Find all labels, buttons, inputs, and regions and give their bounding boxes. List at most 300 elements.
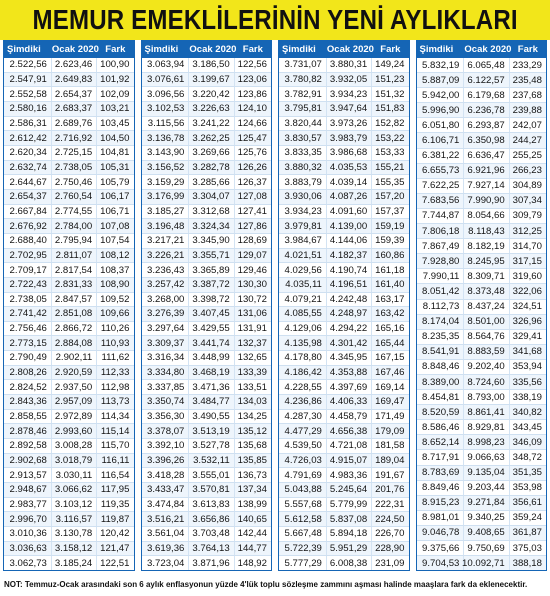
jan-2020-amount-cell: 2.623,46	[52, 58, 97, 72]
difference-cell: 361,87	[512, 527, 542, 539]
difference-cell: 151,23	[375, 73, 405, 85]
header-jan-2020: Ocak 2020	[464, 44, 512, 55]
jan-2020-amount-cell: 2.795,94	[52, 234, 97, 248]
jan-2020-amount-cell: 3.934,23	[327, 87, 372, 101]
current-amount-cell: 8.541,91	[417, 345, 465, 359]
difference-cell: 127,41	[237, 205, 267, 217]
current-amount-cell: 3.316,34	[142, 351, 190, 365]
difference-cell: 121,47	[100, 542, 130, 554]
table-row	[4, 498, 134, 513]
table-header	[417, 41, 547, 58]
jan-2020-amount-cell: 4.242,48	[327, 293, 372, 307]
table-row	[142, 146, 272, 161]
table-row	[142, 219, 272, 234]
current-amount-cell: 3.350,74	[142, 395, 190, 409]
jan-2020-amount-cell: 4.139,00	[327, 219, 372, 233]
table-row	[417, 420, 547, 435]
difference-cell: 148,92	[237, 557, 267, 569]
table-row	[142, 58, 272, 73]
table-row	[4, 234, 134, 249]
pension-tables	[3, 40, 547, 571]
current-amount-cell: 9.704,53	[417, 556, 465, 570]
table-row	[279, 512, 409, 527]
difference-cell: 126,37	[237, 176, 267, 188]
table-row	[279, 410, 409, 425]
current-amount-cell: 4.021,51	[279, 249, 327, 263]
jan-2020-amount-cell: 4.035,53	[327, 161, 372, 175]
table-row	[142, 175, 272, 190]
difference-cell: 326,96	[512, 316, 542, 328]
current-amount-cell: 2.738,05	[4, 293, 52, 307]
difference-cell: 239,88	[512, 104, 542, 116]
jan-2020-amount-cell: 4.039,14	[327, 175, 372, 189]
header-difference: Fark	[242, 44, 263, 55]
jan-2020-amount-cell: 3.269,66	[189, 146, 234, 160]
table-row	[4, 102, 134, 117]
difference-cell: 105,31	[100, 161, 130, 173]
table-row	[417, 481, 547, 496]
difference-cell: 125,47	[237, 132, 267, 144]
jan-2020-amount-cell: 3.656,86	[189, 512, 234, 526]
difference-cell: 101,92	[100, 73, 130, 85]
header-difference: Fark	[105, 44, 126, 55]
difference-cell: 130,30	[237, 279, 267, 291]
difference-cell: 307,34	[512, 195, 542, 207]
jan-2020-amount-cell: 2.750,46	[52, 175, 97, 189]
difference-cell: 319,60	[512, 270, 542, 282]
jan-2020-amount-cell: 2.716,92	[52, 131, 97, 145]
jan-2020-amount-cell: 2.649,83	[52, 73, 97, 87]
difference-cell: 103,45	[100, 117, 130, 129]
difference-cell: 107,54	[100, 235, 130, 247]
table-row	[279, 366, 409, 381]
current-amount-cell: 4.287,30	[279, 410, 327, 424]
difference-cell: 343,45	[512, 421, 542, 433]
current-amount-cell: 3.984,67	[279, 234, 327, 248]
jan-2020-amount-cell: 6.008,38	[327, 556, 372, 570]
page-title: MEMUR EMEKLİLERİNİN YENİ AYLIKLARI	[32, 4, 518, 35]
table-row	[279, 322, 409, 337]
difference-cell: 142,44	[237, 528, 267, 540]
difference-cell: 123,06	[237, 73, 267, 85]
current-amount-cell: 5.722,39	[279, 542, 327, 556]
table-row	[4, 190, 134, 205]
difference-cell: 244,27	[512, 135, 542, 147]
difference-cell: 126,26	[237, 161, 267, 173]
jan-2020-amount-cell: 3.324,34	[189, 219, 234, 233]
difference-cell: 165,44	[375, 337, 405, 349]
table-row	[142, 161, 272, 176]
difference-cell: 161,40	[375, 279, 405, 291]
current-amount-cell: 3.418,28	[142, 468, 190, 482]
jan-2020-amount-cell: 2.817,54	[52, 263, 97, 277]
table-row	[279, 498, 409, 513]
jan-2020-amount-cell: 4.406,33	[327, 395, 372, 409]
difference-cell: 171,49	[375, 411, 405, 423]
difference-cell: 132,65	[237, 352, 267, 364]
difference-cell: 329,41	[512, 331, 542, 343]
current-amount-cell: 3.378,07	[142, 424, 190, 438]
header-current: Şimdiki	[7, 44, 41, 55]
jan-2020-amount-cell: 3.355,71	[189, 249, 234, 263]
current-amount-cell: 2.688,40	[4, 234, 52, 248]
table-row	[417, 164, 547, 179]
table-header	[279, 41, 409, 58]
table-row	[279, 278, 409, 293]
current-amount-cell: 8.586,46	[417, 420, 465, 434]
current-amount-cell: 5.777,29	[279, 556, 327, 570]
current-amount-cell: 3.820,44	[279, 117, 327, 131]
jan-2020-amount-cell: 3.185,24	[52, 556, 97, 570]
jan-2020-amount-cell: 2.831,33	[52, 278, 97, 292]
jan-2020-amount-cell: 4.656,38	[327, 424, 372, 438]
table-row	[4, 454, 134, 469]
jan-2020-amount-cell: 9.066,63	[464, 450, 509, 464]
difference-cell: 167,46	[375, 367, 405, 379]
jan-2020-amount-cell: 3.880,31	[327, 58, 372, 72]
difference-cell: 152,82	[375, 117, 405, 129]
footnote: NOT: Temmuz-Ocak arasındaki son 6 aylık enflasyonun yüzde 4'lük toplu sözleşme zammını aşması halinde maaşlara fark da eklenecektir.	[4, 579, 528, 589]
table-row	[279, 249, 409, 264]
difference-cell: 140,65	[237, 513, 267, 525]
current-amount-cell: 4.129,06	[279, 322, 327, 336]
current-amount-cell: 2.612,42	[4, 131, 52, 145]
current-amount-cell: 4.085,55	[279, 307, 327, 321]
jan-2020-amount-cell: 6.065,48	[464, 58, 509, 72]
table-row	[279, 542, 409, 557]
current-amount-cell: 5.832,19	[417, 58, 465, 72]
current-amount-cell: 4.477,29	[279, 424, 327, 438]
difference-cell: 136,73	[237, 469, 267, 481]
current-amount-cell: 3.619,36	[142, 542, 190, 556]
jan-2020-amount-cell: 4.196,51	[327, 278, 372, 292]
table-body	[417, 58, 547, 570]
table-row	[417, 224, 547, 239]
current-amount-cell: 3.268,00	[142, 293, 190, 307]
current-amount-cell: 2.620,34	[4, 146, 52, 160]
table-row	[417, 390, 547, 405]
difference-cell: 167,15	[375, 352, 405, 364]
table-row	[4, 322, 134, 337]
difference-cell: 191,67	[375, 469, 405, 481]
current-amount-cell: 5.612,58	[279, 512, 327, 526]
jan-2020-amount-cell: 3.008,28	[52, 439, 97, 453]
table-row	[4, 556, 134, 570]
current-amount-cell: 4.791,69	[279, 468, 327, 482]
difference-cell: 341,68	[512, 346, 542, 358]
table-row	[4, 351, 134, 366]
jan-2020-amount-cell: 3.986,68	[327, 146, 372, 160]
table-row	[417, 73, 547, 88]
jan-2020-amount-cell: 9.340,25	[464, 511, 509, 525]
current-amount-cell: 3.102,53	[142, 102, 190, 116]
table-row	[4, 483, 134, 498]
difference-cell: 224,50	[375, 513, 405, 525]
current-amount-cell: 3.833,35	[279, 146, 327, 160]
jan-2020-amount-cell: 7.990,90	[464, 194, 509, 208]
current-amount-cell: 5.887,09	[417, 73, 465, 87]
current-amount-cell: 4.236,86	[279, 395, 327, 409]
current-amount-cell: 3.830,57	[279, 131, 327, 145]
table-row	[142, 278, 272, 293]
table-row	[4, 307, 134, 322]
table-row	[417, 556, 547, 570]
jan-2020-amount-cell: 4.144,06	[327, 234, 372, 248]
difference-cell: 169,47	[375, 396, 405, 408]
current-amount-cell: 5.557,68	[279, 498, 327, 512]
difference-cell: 322,06	[512, 285, 542, 297]
difference-cell: 160,86	[375, 249, 405, 261]
jan-2020-amount-cell: 2.937,50	[52, 380, 97, 394]
jan-2020-amount-cell: 2.725,15	[52, 146, 97, 160]
difference-cell: 304,89	[512, 180, 542, 192]
salary-table-2	[141, 40, 273, 571]
jan-2020-amount-cell: 8.501,00	[464, 315, 509, 329]
table-row	[142, 483, 272, 498]
difference-cell: 110,93	[100, 337, 130, 349]
table-row	[279, 483, 409, 498]
table-row	[4, 278, 134, 293]
current-amount-cell: 2.892,58	[4, 439, 52, 453]
current-amount-cell: 2.741,42	[4, 307, 52, 321]
jan-2020-amount-cell: 4.294,22	[327, 322, 372, 336]
difference-cell: 356,61	[512, 497, 542, 509]
difference-cell: 109,66	[100, 308, 130, 320]
jan-2020-amount-cell: 6.236,78	[464, 103, 509, 117]
difference-cell: 128,69	[237, 235, 267, 247]
current-amount-cell: 2.580,16	[4, 102, 52, 116]
jan-2020-amount-cell: 3.103,12	[52, 498, 97, 512]
difference-cell: 127,86	[237, 220, 267, 232]
difference-cell: 163,17	[375, 293, 405, 305]
table-header	[4, 41, 134, 58]
current-amount-cell: 2.773,15	[4, 336, 52, 350]
difference-cell: 105,79	[100, 176, 130, 188]
current-amount-cell: 8.849,46	[417, 481, 465, 495]
jan-2020-amount-cell: 4.345,95	[327, 351, 372, 365]
current-amount-cell: 3.780,82	[279, 73, 327, 87]
jan-2020-amount-cell: 2.760,54	[52, 190, 97, 204]
difference-cell: 231,09	[375, 557, 405, 569]
difference-cell: 359,24	[512, 512, 542, 524]
jan-2020-amount-cell: 8.182,19	[464, 239, 509, 253]
table-row	[4, 205, 134, 220]
table-row	[417, 375, 547, 390]
current-amount-cell: 7.744,87	[417, 209, 465, 223]
difference-cell: 104,81	[100, 147, 130, 159]
current-amount-cell: 3.930,06	[279, 190, 327, 204]
jan-2020-amount-cell: 3.345,90	[189, 234, 234, 248]
jan-2020-amount-cell: 9.750,69	[464, 541, 509, 555]
jan-2020-amount-cell: 3.441,74	[189, 336, 234, 350]
table-row	[279, 351, 409, 366]
difference-cell: 124,10	[237, 103, 267, 115]
difference-cell: 153,22	[375, 132, 405, 144]
table-row	[142, 249, 272, 264]
jan-2020-amount-cell: 2.993,60	[52, 424, 97, 438]
current-amount-cell: 2.586,31	[4, 117, 52, 131]
table-row	[417, 330, 547, 345]
table-row	[417, 194, 547, 209]
jan-2020-amount-cell: 5.779,99	[327, 498, 372, 512]
table-row	[417, 88, 547, 103]
jan-2020-amount-cell: 3.527,78	[189, 439, 234, 453]
table-row	[142, 542, 272, 557]
difference-cell: 312,25	[512, 225, 542, 237]
current-amount-cell: 4.726,03	[279, 454, 327, 468]
jan-2020-amount-cell: 2.784,00	[52, 219, 97, 233]
jan-2020-amount-cell: 8.883,59	[464, 345, 509, 359]
difference-cell: 134,03	[237, 396, 267, 408]
table-row	[142, 117, 272, 132]
current-amount-cell: 2.644,67	[4, 175, 52, 189]
current-amount-cell: 8.389,00	[417, 375, 465, 389]
difference-cell: 181,58	[375, 440, 405, 452]
table-row	[142, 234, 272, 249]
jan-2020-amount-cell: 9.408,65	[464, 526, 509, 540]
jan-2020-amount-cell: 2.972,89	[52, 410, 97, 424]
current-amount-cell: 2.824,52	[4, 380, 52, 394]
table-row	[4, 512, 134, 527]
jan-2020-amount-cell: 4.091,60	[327, 205, 372, 219]
current-amount-cell: 2.676,92	[4, 219, 52, 233]
current-amount-cell: 3.115,56	[142, 117, 190, 131]
current-amount-cell: 3.062,73	[4, 556, 52, 570]
table-row	[417, 269, 547, 284]
current-amount-cell: 4.186,42	[279, 366, 327, 380]
difference-cell: 115,14	[100, 425, 130, 437]
current-amount-cell: 3.396,26	[142, 454, 190, 468]
table-row	[142, 395, 272, 410]
current-amount-cell: 9.046,78	[417, 526, 465, 540]
header-current: Şimdiki	[419, 44, 454, 55]
current-amount-cell: 4.135,98	[279, 336, 327, 350]
table-row	[279, 190, 409, 205]
table-row	[279, 131, 409, 146]
difference-cell: 353,98	[512, 482, 542, 494]
table-row	[142, 322, 272, 337]
current-amount-cell: 7.622,25	[417, 179, 465, 193]
table-body	[279, 58, 409, 570]
difference-cell: 107,08	[100, 220, 130, 232]
table-row	[279, 102, 409, 117]
current-amount-cell: 2.722,43	[4, 278, 52, 292]
table-row	[279, 468, 409, 483]
current-amount-cell: 4.178,80	[279, 351, 327, 365]
current-amount-cell: 3.934,23	[279, 205, 327, 219]
current-amount-cell: 2.808,26	[4, 366, 52, 380]
jan-2020-amount-cell: 6.350,98	[464, 133, 509, 147]
current-amount-cell: 6.381,22	[417, 149, 465, 163]
current-amount-cell: 2.902,68	[4, 454, 52, 468]
jan-2020-amount-cell: 8.309,71	[464, 269, 509, 283]
table-row	[142, 527, 272, 542]
table-row	[279, 293, 409, 308]
table-row	[4, 73, 134, 88]
jan-2020-amount-cell: 6.921,96	[464, 164, 509, 178]
difference-cell: 117,95	[100, 484, 130, 496]
difference-cell: 116,11	[101, 455, 130, 467]
jan-2020-amount-cell: 8.118,43	[464, 224, 509, 238]
table-row	[417, 526, 547, 541]
difference-cell: 179,09	[375, 425, 405, 437]
jan-2020-amount-cell: 8.793,00	[464, 390, 509, 404]
difference-cell: 375,03	[512, 542, 542, 554]
difference-cell: 132,37	[237, 337, 267, 349]
current-amount-cell: 3.356,30	[142, 410, 190, 424]
table-row	[4, 161, 134, 176]
table-row	[279, 58, 409, 73]
difference-cell: 317,15	[512, 255, 542, 267]
difference-cell: 228,90	[375, 542, 405, 554]
table-row	[4, 117, 134, 132]
difference-cell: 133,39	[237, 367, 267, 379]
difference-cell: 108,90	[100, 279, 130, 291]
jan-2020-amount-cell: 3.871,96	[189, 556, 234, 570]
current-amount-cell: 3.309,37	[142, 336, 190, 350]
jan-2020-amount-cell: 2.851,08	[52, 307, 97, 321]
difference-cell: 226,70	[375, 528, 405, 540]
jan-2020-amount-cell: 5.245,64	[327, 483, 372, 497]
difference-cell: 110,26	[100, 323, 130, 335]
table-row	[279, 234, 409, 249]
current-amount-cell: 4.228,55	[279, 380, 327, 394]
difference-cell: 125,76	[237, 147, 267, 159]
difference-cell: 119,87	[100, 513, 130, 525]
jan-2020-amount-cell: 5.894,18	[327, 527, 372, 541]
current-amount-cell: 2.878,46	[4, 424, 52, 438]
table-row	[417, 254, 547, 269]
table-row	[4, 439, 134, 454]
difference-cell: 335,56	[512, 376, 542, 388]
table-row	[417, 405, 547, 420]
title-banner	[0, 0, 550, 40]
jan-2020-amount-cell: 3.398,72	[189, 293, 234, 307]
table-row	[142, 556, 272, 570]
difference-cell: 255,25	[512, 150, 542, 162]
difference-cell: 340,82	[512, 406, 542, 418]
current-amount-cell: 8.454,81	[417, 390, 465, 404]
difference-cell: 131,91	[237, 323, 267, 335]
current-amount-cell: 2.632,74	[4, 161, 52, 175]
difference-cell: 157,37	[375, 205, 405, 217]
table-row	[417, 209, 547, 224]
table-body	[142, 58, 272, 570]
jan-2020-amount-cell: 3.241,22	[189, 117, 234, 131]
table-row	[4, 263, 134, 278]
current-amount-cell: 7.867,49	[417, 239, 465, 253]
current-amount-cell: 3.561,04	[142, 527, 190, 541]
jan-2020-amount-cell: 6.636,47	[464, 149, 509, 163]
jan-2020-amount-cell: 3.282,78	[189, 161, 234, 175]
current-amount-cell: 3.979,81	[279, 219, 327, 233]
jan-2020-amount-cell: 3.764,13	[189, 542, 234, 556]
jan-2020-amount-cell: 3.199,67	[189, 73, 234, 87]
current-amount-cell: 3.196,48	[142, 219, 190, 233]
table-row	[4, 468, 134, 483]
jan-2020-amount-cell: 3.226,63	[189, 102, 234, 116]
table-row	[4, 410, 134, 425]
jan-2020-amount-cell: 2.866,72	[52, 322, 97, 336]
difference-cell: 129,07	[237, 249, 267, 261]
jan-2020-amount-cell: 4.182,37	[327, 249, 372, 263]
current-amount-cell: 7.806,18	[417, 224, 465, 238]
current-amount-cell: 3.156,52	[142, 161, 190, 175]
table-row	[4, 380, 134, 395]
jan-2020-amount-cell: 8.861,41	[464, 405, 509, 419]
difference-cell: 151,83	[375, 103, 405, 115]
current-amount-cell: 4.035,11	[279, 278, 327, 292]
